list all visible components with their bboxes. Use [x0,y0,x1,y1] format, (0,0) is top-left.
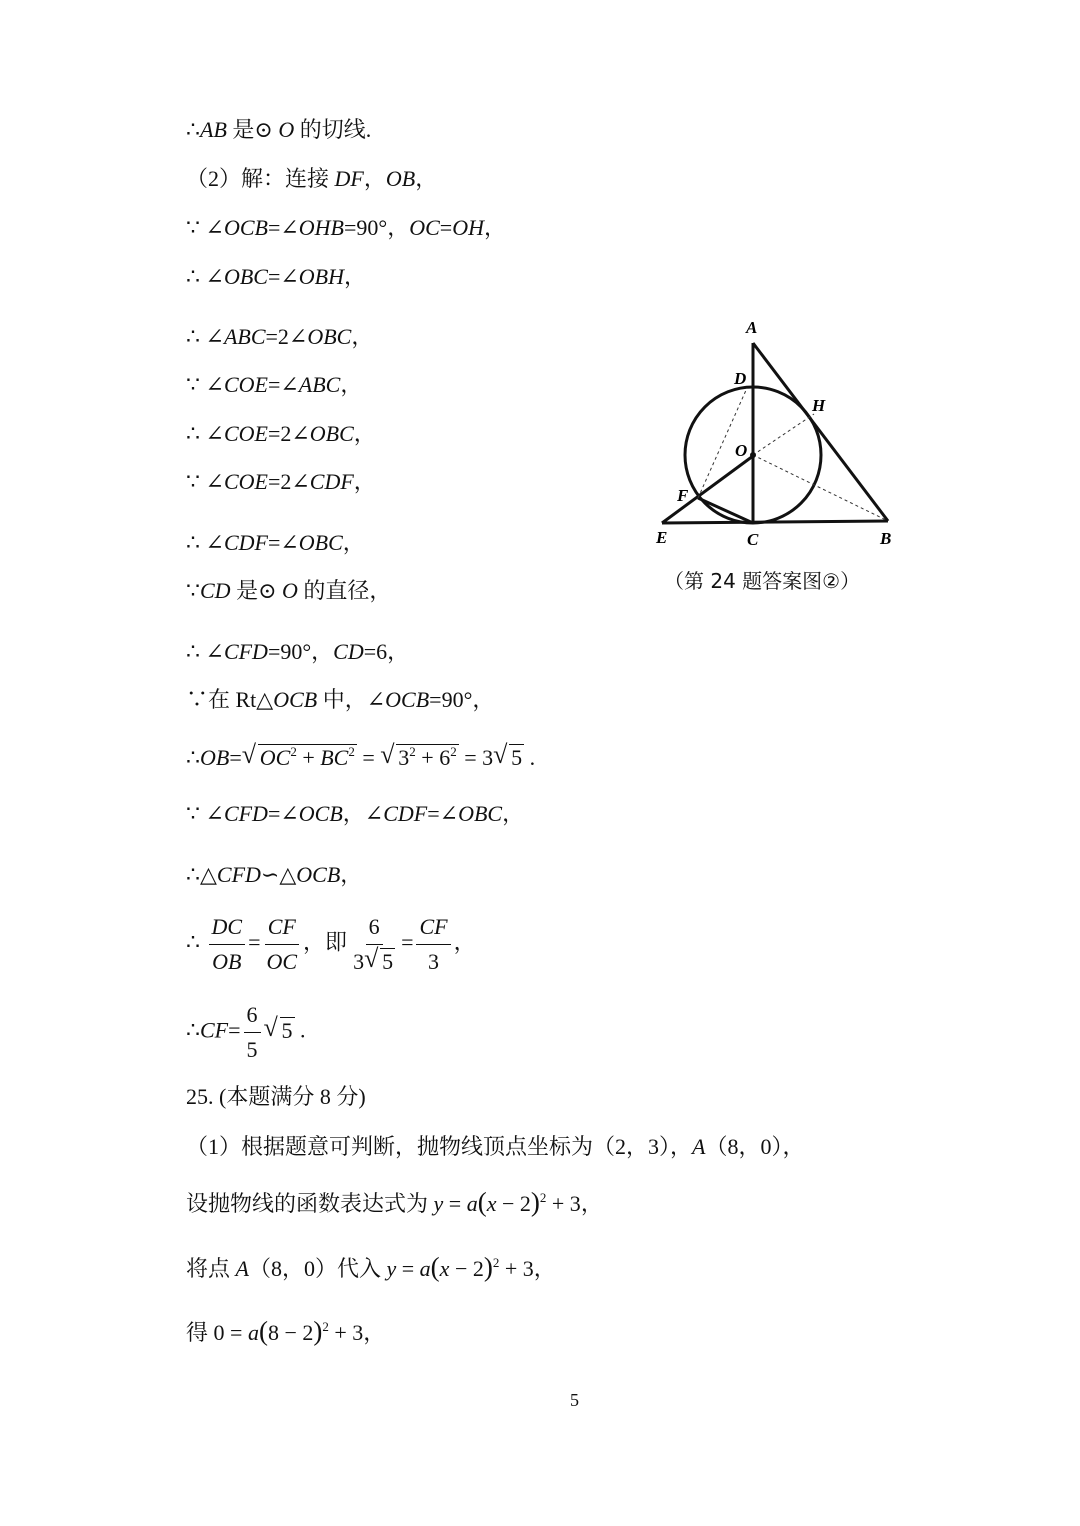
exp: 2 [450,744,457,759]
var: y [386,1256,397,1281]
line-substitute: 将点 A（8，0）代入 $y = a(x - 2)^2 + 3$， [186,1252,556,1282]
text: =∠ [267,801,299,826]
exp: 2 [539,1190,547,1205]
text: =6， [363,639,410,664]
var: CD [333,639,364,664]
line-18 [186,1083,366,1111]
line-ratio [186,912,476,977]
text: + [296,745,321,770]
line-eo [662,456,753,523]
text: ， [533,1256,556,1281]
text: 的切线. [294,117,372,142]
var: CDF [383,801,428,826]
line-5 [186,323,373,351]
var: CFD [216,862,261,887]
var: A [235,1256,249,1281]
text: ， [340,862,363,887]
exp: 2 [409,744,416,759]
line-3 [186,214,506,242]
var: OBC [458,801,503,826]
line-10 [186,577,391,605]
var: CF [200,1017,229,1043]
sqrt: √ 5 [263,1012,293,1043]
text: ∵ [186,578,200,603]
text: ， [344,264,367,289]
var: OBC [309,421,354,446]
text: ， [453,929,476,955]
fraction-6-3sqrt5: 6 3 √ 5 [350,912,398,977]
var: COE [223,469,268,494]
text: ， [353,469,376,494]
text: . [524,745,536,770]
text: = [401,929,414,955]
text: ， [363,166,386,191]
var: CFD [223,639,268,664]
sqrt: √ 5 [364,944,394,974]
line-4 [186,263,366,291]
text: . [294,1017,306,1043]
section-heading: 25. (本题满分 8 分) [186,1084,366,1109]
text: − 2 [496,1191,531,1216]
text: 0 = [213,1320,248,1345]
text: ∴ [186,745,200,770]
text: =∠ [267,372,299,397]
sqrt: √ $OC^2 + BC^2$ [241,740,355,770]
line-9 [186,529,365,557]
text: （8，0）， [705,1134,805,1159]
text: =∠ [427,801,459,826]
text: 8 − 2 [267,1320,314,1345]
text: 得 [186,1320,214,1345]
figure-caption: （第 24 题答案图②） [664,569,861,593]
text: （2）解：连接 [186,166,335,191]
line-19 [186,1133,804,1161]
line-6 [186,371,362,399]
line-12 [186,686,494,714]
exp: 2 [322,1319,329,1334]
text: =2∠ [267,469,310,494]
var: OCB [298,801,343,826]
exp: 2 [290,744,297,759]
text: ∴△ [186,862,217,887]
line-setup: 设抛物线的函数表达式为 $y = a(x - 2)^2 + 3$， [186,1187,603,1217]
text: ∴ ∠ [186,421,224,446]
text: ∴ [186,117,200,142]
line-11 [186,638,409,666]
text: ∴ ∠ [186,324,224,349]
var: y [433,1191,444,1216]
var: COE [223,372,268,397]
text: + [415,745,440,770]
text: 是⊙ [226,117,279,142]
text: =90°， [344,215,410,240]
var: O [282,578,298,603]
line-cf [186,1000,306,1065]
text: + 3 [499,1256,534,1281]
line-oh [753,414,814,455]
text: 设抛物线的函数表达式为 [186,1191,434,1216]
text: = [248,929,261,955]
text: =∠ [267,530,299,555]
var: O [278,117,295,142]
text: + 3 [328,1320,364,1345]
var: DF [334,166,364,191]
exp: 2 [348,744,355,759]
label-o: O [735,441,748,460]
text: 将点 [186,1256,236,1281]
text: 的直径， [297,578,392,603]
var: CD [200,578,231,603]
text: ， [340,372,363,397]
var: OH [452,215,484,240]
var: CDF [309,469,354,494]
var: a [419,1256,431,1281]
line-7 [186,420,376,448]
var: OHB [298,215,344,240]
line-eb [662,521,888,523]
line-14 [186,800,524,828]
text: =90°， [267,639,334,664]
text: ，即 [303,929,348,955]
text: = [439,215,453,240]
var: OCB [385,687,430,712]
var: OB [200,745,230,770]
fraction-dc-ob: $\frac{DC}{OB}$ [209,912,246,977]
text: =∠ [267,215,299,240]
var: OBC [223,264,268,289]
var: x [439,1256,450,1281]
text: 是⊙ [230,578,282,603]
text: ∴ ∠ [186,530,224,555]
line-fc [698,498,753,523]
text: （1）根据题意可判断，抛物线顶点坐标为（2，3）， [186,1134,693,1159]
text: ， [483,215,506,240]
text: =2∠ [265,324,308,349]
var: x [486,1191,497,1216]
label-e: E [656,528,668,547]
fraction-cf-oc: $\frac{CF}{OC}$ [266,914,298,974]
var: OBC [307,324,352,349]
var: OCB [273,687,318,712]
num: 3 [353,949,365,974]
text: ∵ ∠ [186,215,224,240]
text: ， [351,324,374,349]
line-ob-formula [186,740,536,772]
text: = [396,1256,420,1281]
text: ∽△ [260,862,297,887]
line-2 [186,165,437,193]
var: OB [385,166,416,191]
var: OBC [298,530,343,555]
text: =90°， [429,687,495,712]
text: ， [580,1191,603,1216]
var: OCB [296,862,341,887]
text: ∴ [186,1017,200,1043]
var: BC [320,745,349,770]
var: ABC [298,372,341,397]
text: ， [415,166,438,191]
label-a: A [746,318,758,337]
text: ∵ ∠ [186,469,224,494]
text: 中，∠ [317,687,386,712]
var: A [692,1134,706,1159]
var: ABC [223,324,266,349]
var: OC [409,215,440,240]
var: OBH [298,264,344,289]
fraction-cf-3: $\frac{CF}{3}$ [416,912,450,977]
text: ∵ ∠ [186,372,224,397]
text: ∴ [186,929,200,955]
var: a [247,1320,259,1345]
page-number: 5 [570,1390,579,1410]
text: =∠ [267,264,299,289]
geometry-figure [640,310,910,560]
label-h: H [812,396,826,415]
text: + 3 [546,1191,581,1216]
num: 6 [439,745,451,770]
label-b: B [880,529,892,548]
text: = [229,745,242,770]
var: CFD [223,801,268,826]
point-o [750,452,756,458]
label-c: C [747,530,759,549]
label-f: F [677,486,689,505]
line-15 [186,861,362,889]
var: CDF [223,530,268,555]
text: （8，0）代入 [248,1256,387,1281]
text: = [443,1191,467,1216]
line-8 [186,468,376,496]
sqrt: √ 5 [493,740,523,770]
fraction-6-5: $\frac{6}{5}$ [244,1000,261,1065]
text: ， [353,421,376,446]
text: ∴ ∠ [186,264,224,289]
text: =2∠ [267,421,310,446]
var: a [466,1191,478,1216]
var: AB [200,117,227,142]
var: OC [259,745,291,770]
text: ∵ ∠ [186,801,224,826]
sqrt: √ $3^2 + 6^2$ [380,740,457,770]
text: ∵在 Rt△ [186,687,274,712]
line-ab [753,343,888,521]
text: ∴ ∠ [186,639,224,664]
label-d: D [734,369,747,388]
text: = [228,1017,241,1043]
text: = [356,745,381,770]
text: − 2 [449,1256,484,1281]
num: 3 [398,745,410,770]
var: OCB [223,215,268,240]
line-1 [186,116,371,144]
text: ， [342,530,365,555]
text: = 3 [458,745,494,770]
exp: 2 [492,1255,500,1270]
line-get: 得 $0 = a(8 - 2)^2 + 3$， [186,1316,386,1346]
text: ， [502,801,525,826]
text: ， [363,1320,386,1345]
var: COE [223,421,268,446]
text: ，∠ [342,801,384,826]
